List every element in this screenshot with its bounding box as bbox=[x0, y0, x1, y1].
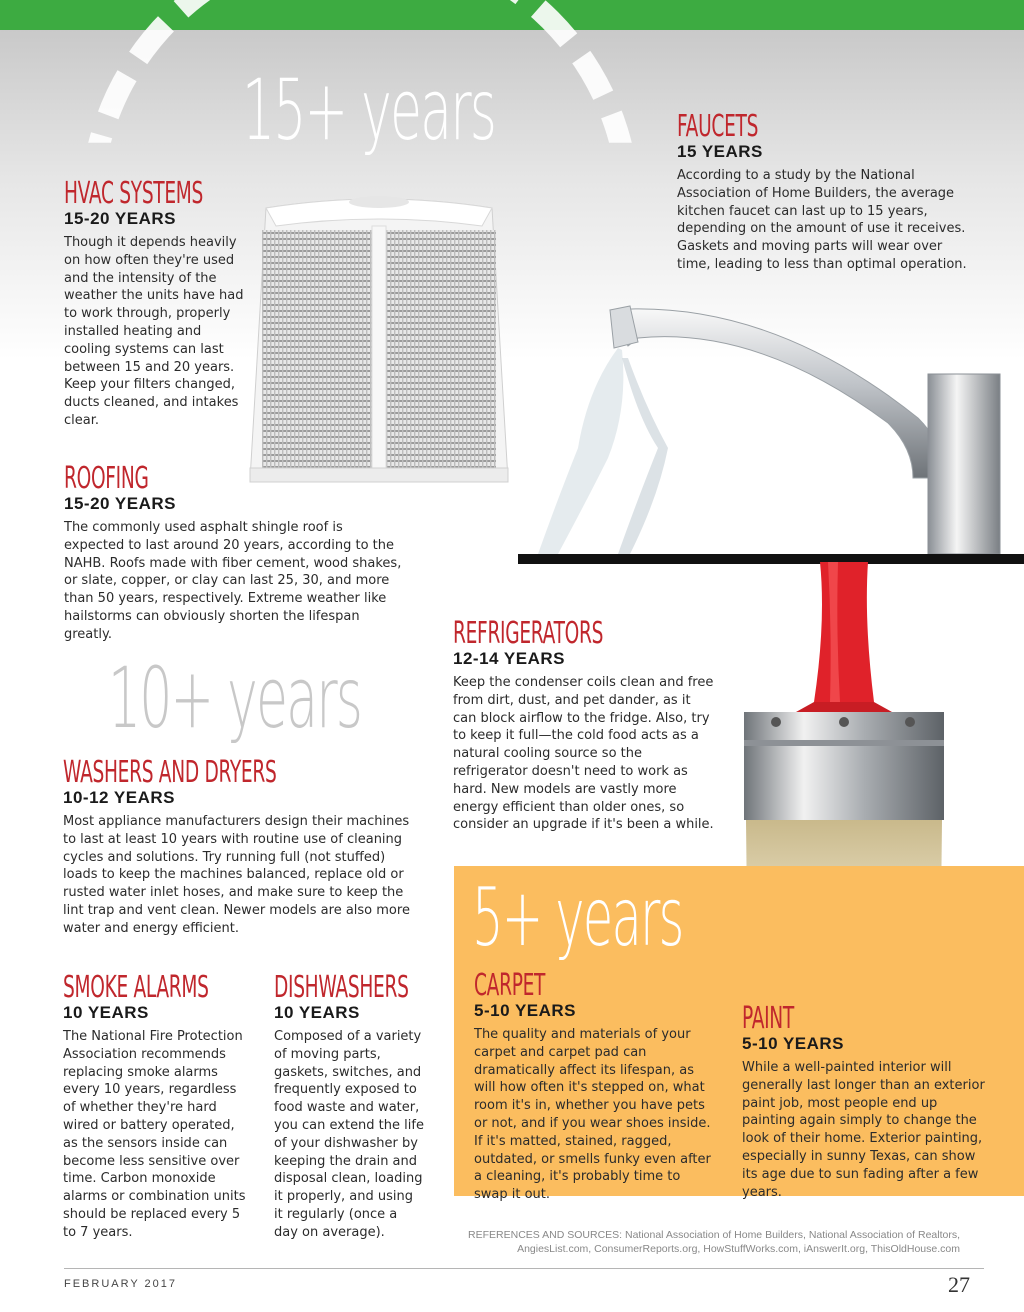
section-years: 10 YEARS bbox=[274, 1003, 360, 1022]
section-paint bbox=[742, 1001, 986, 1201]
section-title: CARPET bbox=[474, 968, 546, 1003]
section-faucets bbox=[677, 109, 967, 274]
page-number: 27 bbox=[948, 1272, 970, 1297]
references-and-sources: REFERENCES AND SOURCES: National Association of Home Builders, National Association of Realtors, AngiesList.com, ConsumerReports.org, HowStuffWorks.com, iAnswerIt.org, ThisOldHouse.com bbox=[468, 1229, 960, 1255]
section-refrigerators bbox=[453, 616, 715, 834]
section-years: 15-20 YEARS bbox=[64, 209, 176, 228]
section-carpet bbox=[474, 968, 716, 1204]
section-years: 15 YEARS bbox=[677, 142, 763, 161]
heading-10-years: 10+ years bbox=[108, 649, 362, 747]
section-title: ROOFING bbox=[64, 461, 149, 496]
section-title: PAINT bbox=[742, 1001, 794, 1036]
section-years: 5-10 YEARS bbox=[474, 1001, 577, 1020]
section-roofing bbox=[64, 461, 404, 644]
section-title: HVAC SYSTEMS bbox=[64, 176, 204, 211]
section-years: 10 YEARS bbox=[63, 1003, 149, 1022]
hvac-unit-image bbox=[246, 190, 512, 488]
section-text: Composed of a variety of moving parts, gaskets, switches, and frequently exposed to food waste and water, you can extend the life of your dishwasher by keeping the drain and disposal clean, loading it properly, and using it regularly (once a day on average). bbox=[274, 1029, 424, 1240]
section-washers-dryers bbox=[63, 755, 413, 938]
issue-date: FEBRUARY 2017 bbox=[64, 1278, 178, 1290]
section-text: While a well-painted interior will generally last longer than an exterior paint job, most people end up painting again simply to change the look of their home. Exterior painting, especially in sunny Texas, can show its age due to sun fading after a few years. bbox=[742, 1060, 985, 1200]
section-text: According to a study by the National Association of Home Builders, the average kitchen faucet can last up to 15 years, depending on the amount of use it receives. Gaskets and moving parts will wear over time, leading to less than optimal operation. bbox=[677, 168, 967, 272]
section-text: Though it depends heavily on how often they're used and the intensity of the weather the units have had to work through, properly installed heating and cooling systems can last between 15 and 20 years. Keep your filters changed, ducts cleaned, and intakes clear. bbox=[64, 235, 244, 428]
section-title: REFRIGERATORS bbox=[453, 616, 604, 651]
section-text: The commonly used asphalt shingle roof is expected to last around 20 years, according to the NAHB. Roofs made with fiber cement, wood shakes, or slate, copper, or clay can last 25, 30, and more than 50 years, respectively. Extreme weather like hailstorms can obviously shorten the lifespan greatly. bbox=[64, 520, 402, 642]
section-text: Most appliance manufacturers design their machines to last at least 10 years with routine use of cleaning cycles and solutions. Try running full (not stuffed) loads to keep the machines balanced, replace old or rusted water inlet hoses, and make sure to keep the lint trap and vent clean. Newer models are also more water and energy efficient. bbox=[63, 814, 410, 936]
footer-divider bbox=[64, 1268, 984, 1269]
section-text: The National Fire Protection Association recommends replacing smoke alarms every 10 years, regardless of whether they're hard wired or battery operated, as the sensors inside can become less sensitive over time. Carbon monoxide alarms or combination units should be replaced every 5 to 7 years. bbox=[63, 1029, 246, 1240]
section-title: WASHERS AND DRYERS bbox=[63, 755, 277, 790]
section-years: 15-20 YEARS bbox=[64, 494, 176, 513]
heading-5-years: 5+ years bbox=[472, 871, 683, 964]
heading-15-years: 15+ years bbox=[242, 61, 496, 159]
section-text: Keep the condenser coils clean and free from dirt, dust, and pet dander, as it can block airflow to the fridge. Also, try to keep it full—the cold food acts as a natural cooling source so the refrigerator doesn't need to work as hard. New models are vastly more energy efficient than older ones, so consider an upgrade if it's been a while. bbox=[453, 675, 714, 833]
section-title: DISHWASHERS bbox=[274, 970, 409, 1005]
section-years: 5-10 YEARS bbox=[742, 1034, 845, 1053]
faucet-image bbox=[518, 298, 1024, 564]
section-hvac bbox=[64, 176, 244, 430]
section-dishwashers bbox=[274, 970, 424, 1242]
section-text: The quality and materials of your carpet and carpet pad can dramatically affect its lifespan, as will how often it's stepped on, what room it's in, whether you have pets or not, and if you wear shoes inside. If it's matted, stained, ragged, outdated, or smells funky even after a cleaning, it's probably time to swap it out. bbox=[474, 1027, 711, 1203]
section-years: 12-14 YEARS bbox=[453, 649, 565, 668]
section-smoke-alarms bbox=[63, 970, 247, 1242]
section-title: FAUCETS bbox=[677, 109, 759, 144]
section-title: SMOKE ALARMS bbox=[63, 970, 209, 1005]
section-years: 10-12 YEARS bbox=[63, 788, 175, 807]
